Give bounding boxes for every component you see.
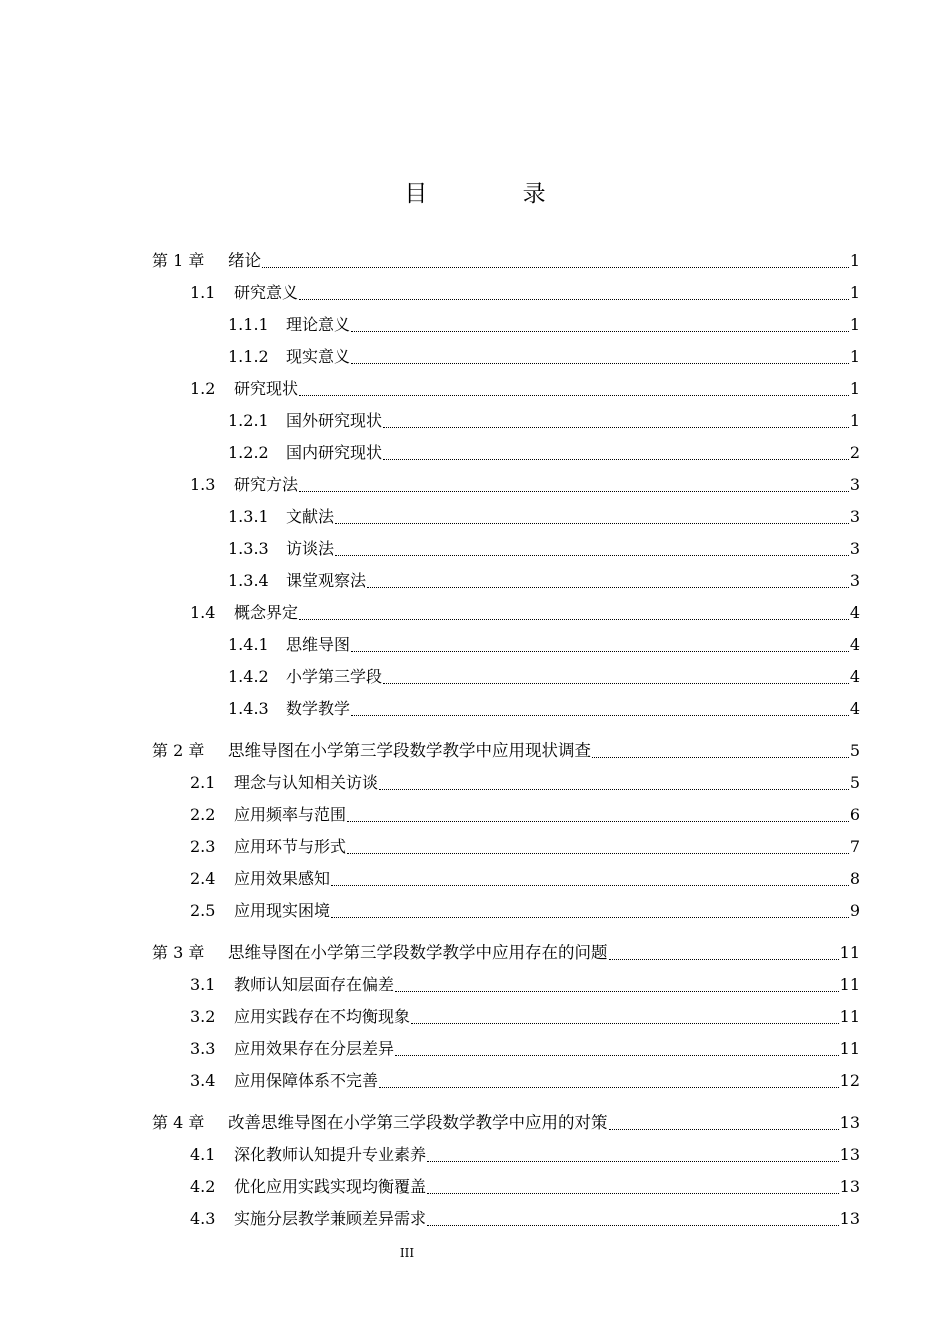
toc-leader-dots	[262, 267, 849, 268]
toc-entry-title: 研究现状	[234, 379, 299, 398]
toc-entry-number: 3.3	[190, 1039, 216, 1058]
toc-entry-title: 应用现实困境	[234, 901, 331, 920]
toc-entry-number: 1.2.2	[228, 443, 269, 462]
toc-leader-dots	[592, 757, 849, 758]
toc-entry-title: 课堂观察法	[286, 571, 367, 590]
toc-entry-title: 概念界定	[234, 603, 299, 622]
toc-entry-number: 1.4	[190, 603, 216, 622]
toc-leader-dots	[609, 959, 839, 960]
toc-entry-number: 1.4.1	[228, 635, 269, 654]
toc-entry-number: 3.2	[190, 1007, 216, 1026]
toc-entry-page: 13	[839, 1145, 860, 1164]
toc-entry-page: 7	[849, 837, 860, 856]
toc-leader-dots	[383, 427, 849, 428]
toc-leader-dots	[347, 821, 849, 822]
toc-entry-page: 11	[839, 975, 860, 994]
toc-entry-page: 3	[849, 475, 860, 494]
toc-entry-page: 5	[849, 741, 860, 760]
toc-section-entry[interactable]	[190, 860, 860, 890]
toc-leader-dots	[411, 1023, 839, 1024]
toc-entry-page: 11	[839, 1007, 860, 1026]
toc-leader-dots	[299, 491, 849, 492]
toc-entry-title: 应用保障体系不完善	[234, 1071, 379, 1090]
toc-entry-title: 思维导图在小学第三学段数学教学中应用存在的问题	[228, 943, 608, 962]
toc-entry-title: 访谈法	[286, 539, 335, 558]
toc-entry-number: 3.1	[190, 975, 216, 994]
toc-entry-page: 8	[849, 869, 860, 888]
toc-entry-number: 1.3.4	[228, 571, 269, 590]
toc-subsection-entry[interactable]	[228, 498, 860, 528]
page-number: III	[399, 1246, 415, 1260]
toc-entry-page: 3	[849, 507, 860, 526]
toc-entry-title: 实施分层教学兼顾差异需求	[234, 1209, 427, 1228]
toc-chapter-entry[interactable]	[152, 242, 860, 272]
toc-chapter-entry[interactable]	[152, 732, 860, 762]
toc-section-entry[interactable]	[190, 1062, 860, 1092]
toc-entry-page: 4	[849, 603, 860, 622]
toc-entry-page: 1	[849, 251, 860, 270]
toc-entry-number: 第 4 章	[152, 1113, 205, 1132]
toc-subsection-entry[interactable]	[228, 690, 860, 720]
toc-entry-number: 1.4.3	[228, 699, 269, 718]
toc-entry-number: 1.3	[190, 475, 216, 494]
toc-entry-title: 国外研究现状	[286, 411, 383, 430]
toc-entry-page: 13	[839, 1177, 860, 1196]
toc-entry-number: 1.1.2	[228, 347, 269, 366]
toc-entry-title: 研究意义	[234, 283, 299, 302]
toc-leader-dots	[351, 651, 849, 652]
toc-section-entry[interactable]	[190, 998, 860, 1028]
toc-chapter-entry[interactable]	[152, 934, 860, 964]
toc-entry-title: 应用环节与形式	[234, 837, 347, 856]
toc-chapter-entry[interactable]	[152, 1104, 860, 1134]
toc-entry-page: 3	[849, 571, 860, 590]
toc-entry-page: 3	[849, 539, 860, 558]
toc-leader-dots	[351, 363, 849, 364]
toc-entry-title: 思维导图	[286, 635, 351, 654]
toc-entry-number: 2.2	[190, 805, 216, 824]
toc-entry-number: 2.5	[190, 901, 216, 920]
toc-leader-dots	[427, 1161, 839, 1162]
toc-leader-dots	[299, 395, 849, 396]
toc-entry-number: 1.1	[190, 283, 216, 302]
toc-entry-number: 2.1	[190, 773, 216, 792]
toc-leader-dots	[395, 1055, 839, 1056]
toc-entry-page: 1	[849, 315, 860, 334]
toc-leader-dots	[347, 853, 849, 854]
toc-entry-title: 应用效果感知	[234, 869, 331, 888]
toc-entry-title: 理念与认知相关访谈	[234, 773, 379, 792]
toc-entry-title: 教师认知层面存在偏差	[234, 975, 395, 994]
toc-entry-title: 应用效果存在分层差异	[234, 1039, 395, 1058]
toc-section-entry[interactable]	[190, 1168, 860, 1198]
toc-section-entry[interactable]	[190, 1136, 860, 1166]
toc-entry-number: 1.2	[190, 379, 216, 398]
toc-entry-page: 1	[849, 411, 860, 430]
toc-entry-page: 1	[849, 283, 860, 302]
toc-entry-number: 第 3 章	[152, 943, 205, 962]
toc-entry-title: 理论意义	[286, 315, 351, 334]
toc-leader-dots	[335, 523, 849, 524]
toc-entry-title: 改善思维导图在小学第三学段数学教学中应用的对策	[228, 1113, 608, 1132]
toc-leader-dots	[395, 991, 839, 992]
toc-section-entry[interactable]	[190, 1200, 860, 1230]
toc-section-entry[interactable]	[190, 966, 860, 996]
toc-entry-page: 4	[849, 635, 860, 654]
toc-leader-dots	[367, 587, 849, 588]
toc-section-entry[interactable]	[190, 274, 860, 304]
toc-entry-page: 13	[839, 1209, 860, 1228]
toc-entry-page: 1	[849, 347, 860, 366]
toc-entry-number: 1.2.1	[228, 411, 269, 430]
toc-entry-title: 小学第三学段	[286, 667, 383, 686]
toc-entry-page: 11	[839, 943, 860, 962]
toc-subsection-entry[interactable]	[228, 562, 860, 592]
toc-entry-number: 1.3.1	[228, 507, 269, 526]
toc-leader-dots	[609, 1129, 839, 1130]
toc-leader-dots	[299, 619, 849, 620]
toc-section-entry[interactable]	[190, 594, 860, 624]
toc-subsection-entry[interactable]	[228, 658, 860, 688]
toc-entry-number: 4.1	[190, 1145, 216, 1164]
toc-entry-title: 数学教学	[286, 699, 351, 718]
toc-subsection-entry[interactable]	[228, 338, 860, 368]
toc-entry-title: 应用实践存在不均衡现象	[234, 1007, 411, 1026]
toc-entry-page: 6	[849, 805, 860, 824]
toc-entry-title: 绪论	[228, 251, 261, 270]
toc-subsection-entry[interactable]	[228, 530, 860, 560]
toc-leader-dots	[427, 1193, 839, 1194]
toc-entry-title: 应用频率与范围	[234, 805, 347, 824]
toc-entry-title: 国内研究现状	[286, 443, 383, 462]
toc-entry-title: 思维导图在小学第三学段数学教学中应用现状调查	[228, 741, 591, 760]
toc-entry-page: 1	[849, 379, 860, 398]
toc-entry-page: 9	[849, 901, 860, 920]
toc-entry-page: 12	[839, 1071, 860, 1090]
toc-entry-number: 第 1 章	[152, 251, 205, 270]
toc-entry-page: 11	[839, 1039, 860, 1058]
toc-leader-dots	[335, 555, 849, 556]
toc-subsection-entry[interactable]	[228, 306, 860, 336]
toc-entry-number: 1.3.3	[228, 539, 269, 558]
toc-entry-page: 5	[849, 773, 860, 792]
toc-subsection-entry[interactable]	[228, 626, 860, 656]
toc-entry-page: 13	[839, 1113, 860, 1132]
toc-entry-number: 2.4	[190, 869, 216, 888]
toc-entry-number: 4.3	[190, 1209, 216, 1228]
toc-entry-page: 4	[849, 667, 860, 686]
toc-leader-dots	[427, 1225, 839, 1226]
toc-entry-title: 研究方法	[234, 475, 299, 494]
toc-leader-dots	[331, 885, 849, 886]
toc-leader-dots	[351, 331, 849, 332]
toc-leader-dots	[299, 299, 849, 300]
toc-leader-dots	[331, 917, 849, 918]
toc-entry-number: 2.3	[190, 837, 216, 856]
toc-leader-dots	[379, 1087, 839, 1088]
toc-section-entry[interactable]	[190, 466, 860, 496]
toc-entry-title: 文献法	[286, 507, 335, 526]
toc-title: 目 录	[404, 181, 590, 207]
toc-entry-number: 第 2 章	[152, 741, 205, 760]
toc-subsection-entry[interactable]	[228, 434, 860, 464]
toc-section-entry[interactable]	[190, 370, 860, 400]
toc-section-entry[interactable]	[190, 892, 860, 922]
toc-entry-number: 1.4.2	[228, 667, 269, 686]
toc-entry-page: 4	[849, 699, 860, 718]
toc-entry-page: 2	[849, 443, 860, 462]
toc-section-entry[interactable]	[190, 764, 860, 794]
toc-entry-title: 深化教师认知提升专业素养	[234, 1145, 427, 1164]
toc-section-entry[interactable]	[190, 828, 860, 858]
toc-leader-dots	[383, 459, 849, 460]
toc-entry-title: 优化应用实践实现均衡覆盖	[234, 1177, 427, 1196]
toc-entry-number: 4.2	[190, 1177, 216, 1196]
toc-leader-dots	[351, 715, 849, 716]
toc-entry-number: 1.1.1	[228, 315, 269, 334]
toc-leader-dots	[383, 683, 849, 684]
toc-leader-dots	[379, 789, 849, 790]
toc-entry-title: 现实意义	[286, 347, 351, 366]
toc-subsection-entry[interactable]	[228, 402, 860, 432]
toc-section-entry[interactable]	[190, 796, 860, 826]
toc-section-entry[interactable]	[190, 1030, 860, 1060]
toc-entry-number: 3.4	[190, 1071, 216, 1090]
